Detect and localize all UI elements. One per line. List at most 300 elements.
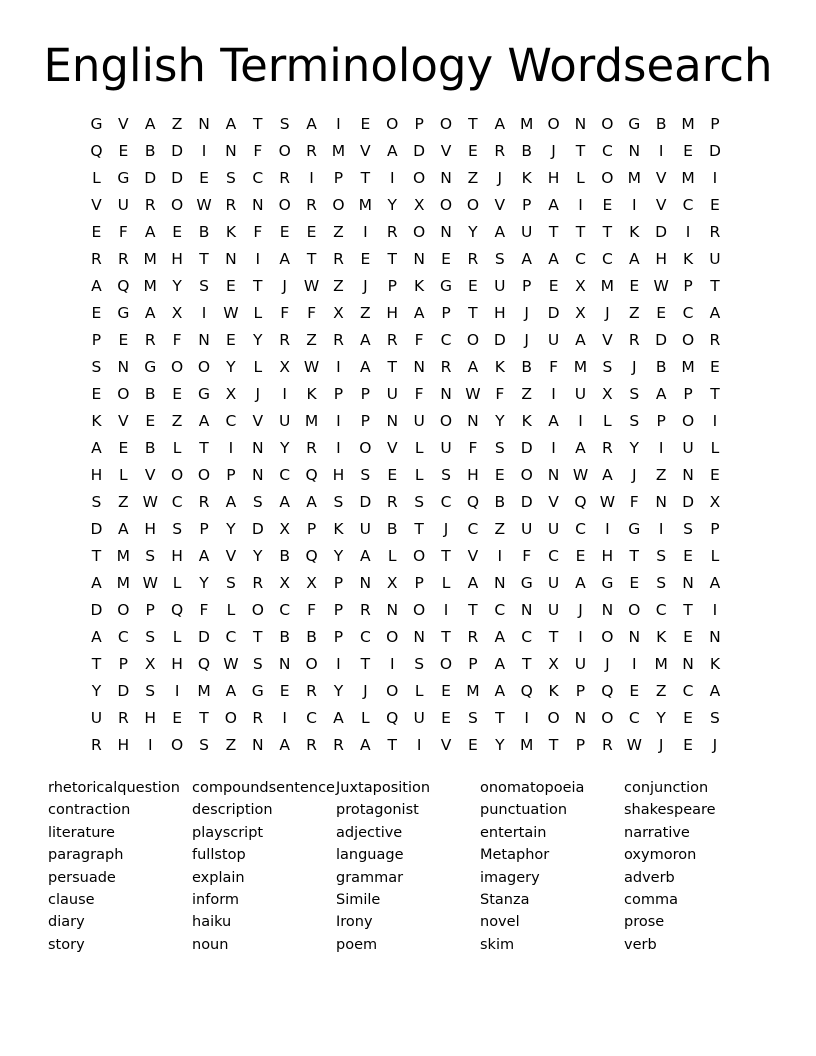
grid-letter: K bbox=[414, 277, 425, 295]
grid-letter: N bbox=[547, 466, 560, 484]
grid-letter: L bbox=[92, 169, 101, 187]
grid-letter: H bbox=[386, 304, 399, 322]
grid-letter: C bbox=[279, 601, 291, 619]
grid-letter: B bbox=[144, 439, 156, 457]
grid-letter: U bbox=[413, 412, 425, 430]
grid-row bbox=[83, 570, 733, 597]
grid-letter: D bbox=[413, 142, 426, 160]
grid-row bbox=[83, 435, 733, 462]
grid-letter: N bbox=[440, 223, 452, 241]
grid-letter: P bbox=[387, 277, 397, 295]
grid-letter: W bbox=[572, 466, 589, 484]
grid-letter: U bbox=[574, 385, 587, 403]
grid-letter: N bbox=[386, 412, 399, 430]
grid-letter: E bbox=[710, 196, 720, 214]
grid-letter: Y bbox=[199, 574, 209, 592]
grid-letter: C bbox=[117, 628, 129, 646]
grid-letter: C bbox=[306, 709, 317, 727]
grid-letter: E bbox=[441, 709, 451, 727]
grid-letter: O bbox=[601, 115, 614, 133]
grid-letter: T bbox=[253, 115, 263, 133]
grid-letter: E bbox=[172, 709, 183, 727]
grid-letter: B bbox=[144, 142, 156, 160]
grid-letter: I bbox=[282, 709, 287, 727]
grid-letter: P bbox=[683, 385, 693, 403]
grid-letter: K bbox=[656, 628, 667, 646]
word-item: comma bbox=[624, 891, 678, 908]
grid-row bbox=[83, 354, 733, 381]
grid-letter: M bbox=[331, 142, 346, 160]
grid-letter: R bbox=[306, 142, 317, 160]
grid-letter: N bbox=[413, 358, 425, 376]
grid-letter: A bbox=[198, 547, 210, 565]
word-item: novel bbox=[480, 914, 520, 931]
grid-letter: A bbox=[709, 304, 721, 322]
grid-letter: U bbox=[547, 331, 560, 349]
grid-row bbox=[83, 678, 733, 705]
grid-letter: A bbox=[386, 142, 398, 160]
grid-letter: X bbox=[333, 304, 344, 322]
grid-letter: X bbox=[548, 655, 559, 673]
grid-letter: B bbox=[521, 142, 533, 160]
grid-letter: E bbox=[91, 223, 102, 241]
grid-letter: S bbox=[494, 439, 505, 457]
grid-letter: N bbox=[359, 574, 372, 592]
grid-letter: E bbox=[468, 142, 478, 160]
grid-letter: T bbox=[441, 547, 451, 565]
grid-letter: S bbox=[225, 169, 236, 187]
grid-letter: V bbox=[252, 412, 264, 430]
grid-letter: E bbox=[226, 277, 236, 295]
word-item: fullstop bbox=[192, 847, 246, 864]
word-item: compoundsentence bbox=[192, 780, 335, 796]
grid-row bbox=[83, 165, 733, 192]
grid-letter: F bbox=[522, 547, 532, 565]
grid-letter: A bbox=[144, 223, 156, 241]
grid-letter: C bbox=[171, 493, 183, 511]
grid-letter: O bbox=[305, 655, 318, 673]
grid-letter: N bbox=[682, 574, 694, 592]
grid-letter: I bbox=[336, 115, 341, 133]
grid-letter: K bbox=[709, 655, 721, 673]
grid-letter: I bbox=[497, 547, 503, 565]
grid-letter: T bbox=[468, 304, 478, 322]
grid-letter: L bbox=[576, 169, 585, 187]
grid-row bbox=[83, 705, 733, 732]
grid-letter: I bbox=[416, 736, 422, 754]
grid-letter: I bbox=[336, 358, 341, 376]
word-item: story bbox=[48, 936, 85, 953]
grid-letter: O bbox=[171, 466, 184, 484]
grid-letter: E bbox=[683, 547, 693, 565]
grid-letter: S bbox=[172, 520, 183, 538]
grid-letter: I bbox=[524, 709, 529, 727]
grid-letter: A bbox=[225, 682, 237, 700]
grid-letter: R bbox=[467, 250, 479, 268]
grid-letter: T bbox=[360, 169, 371, 187]
grid-letter: I bbox=[443, 601, 449, 619]
grid-letter: I bbox=[363, 223, 368, 241]
grid-letter: A bbox=[360, 547, 371, 565]
grid-letter: M bbox=[520, 736, 534, 754]
grid-letter: W bbox=[653, 277, 669, 295]
grid-letter: W bbox=[599, 493, 616, 511]
grid-letter: C bbox=[575, 250, 586, 268]
grid-letter: Y bbox=[253, 547, 263, 565]
word-item: description bbox=[192, 802, 273, 819]
grid-letter: V bbox=[118, 115, 129, 133]
grid-letter: O bbox=[413, 547, 426, 565]
grid-letter: M bbox=[681, 115, 695, 133]
grid-letter: F bbox=[280, 304, 290, 322]
grid-letter: M bbox=[116, 574, 131, 592]
grid-letter: C bbox=[494, 601, 506, 619]
word-item: Stanza bbox=[480, 891, 530, 908]
grid-letter: S bbox=[91, 358, 102, 376]
grid-letter: O bbox=[386, 628, 399, 646]
grid-letter: Z bbox=[360, 304, 371, 322]
grid-letter: E bbox=[575, 547, 586, 565]
grid-letter: S bbox=[199, 736, 209, 754]
grid-row bbox=[83, 732, 733, 759]
grid-letter: I bbox=[174, 682, 180, 700]
grid-letter: X bbox=[279, 358, 290, 376]
grid-letter: Y bbox=[495, 736, 505, 754]
word-item: explain bbox=[192, 869, 245, 886]
letter-grid bbox=[83, 111, 733, 759]
grid-letter: I bbox=[685, 223, 691, 241]
grid-letter: A bbox=[548, 250, 559, 268]
grid-letter: H bbox=[467, 466, 479, 484]
grid-letter: U bbox=[547, 601, 560, 619]
grid-letter: A bbox=[279, 250, 290, 268]
grid-letter: S bbox=[252, 493, 263, 511]
grid-letter: G bbox=[198, 385, 211, 403]
grid-letter: R bbox=[91, 250, 102, 268]
grid-letter: P bbox=[333, 385, 344, 403]
grid-letter: A bbox=[575, 331, 586, 349]
grid-letter: G bbox=[440, 277, 453, 295]
grid-letter: D bbox=[90, 601, 103, 619]
grid-letter: G bbox=[144, 358, 157, 376]
grid-letter: C bbox=[601, 142, 613, 160]
grid-letter: T bbox=[548, 736, 559, 754]
grid-letter: T bbox=[575, 142, 586, 160]
grid-letter: C bbox=[359, 628, 371, 646]
grid-letter: I bbox=[631, 196, 637, 214]
word-item: literature bbox=[48, 824, 115, 841]
grid-row bbox=[83, 246, 733, 273]
grid-letter: U bbox=[574, 655, 587, 673]
grid-letter: M bbox=[116, 547, 131, 565]
grid-letter: E bbox=[602, 196, 613, 214]
grid-letter: O bbox=[439, 196, 453, 214]
grid-letter: E bbox=[118, 142, 129, 160]
grid-letter: D bbox=[682, 493, 694, 511]
grid-letter: U bbox=[413, 709, 425, 727]
grid-letter: P bbox=[656, 412, 666, 430]
grid-letter: I bbox=[389, 655, 395, 673]
grid-letter: I bbox=[551, 385, 556, 403]
grid-letter: C bbox=[682, 196, 694, 214]
grid-row bbox=[83, 543, 733, 570]
grid-letter: A bbox=[494, 682, 506, 700]
word-item: inform bbox=[192, 891, 240, 908]
grid-letter: S bbox=[145, 628, 156, 646]
grid-letter: A bbox=[494, 628, 506, 646]
grid-letter: W bbox=[196, 196, 212, 214]
grid-letter: E bbox=[226, 331, 236, 349]
grid-letter: P bbox=[710, 520, 720, 538]
grid-letter: E bbox=[199, 169, 209, 187]
grid-letter: C bbox=[467, 520, 479, 538]
grid-letter: A bbox=[548, 196, 559, 214]
grid-letter: O bbox=[520, 466, 533, 484]
grid-letter: E bbox=[683, 709, 693, 727]
grid-letter: C bbox=[575, 520, 586, 538]
grid-letter: D bbox=[655, 331, 668, 349]
grid-letter: R bbox=[117, 709, 129, 727]
grid-letter: N bbox=[251, 466, 264, 484]
grid-letter: R bbox=[91, 736, 102, 754]
grid-letter: W bbox=[303, 358, 320, 376]
grid-letter: O bbox=[601, 628, 614, 646]
grid-letter: J bbox=[524, 331, 529, 349]
grid-letter: H bbox=[547, 169, 560, 187]
grid-letter: N bbox=[709, 628, 721, 646]
grid-letter: S bbox=[629, 385, 640, 403]
grid-letter: F bbox=[629, 493, 639, 511]
word-item: skim bbox=[480, 936, 515, 953]
grid-letter: H bbox=[171, 250, 183, 268]
grid-row bbox=[83, 111, 733, 138]
grid-letter: T bbox=[575, 223, 586, 241]
grid-letter: U bbox=[547, 574, 560, 592]
word-item: imagery bbox=[480, 869, 540, 886]
grid-letter: E bbox=[629, 277, 640, 295]
grid-row bbox=[83, 624, 733, 651]
grid-letter: H bbox=[493, 304, 506, 322]
grid-letter: T bbox=[414, 520, 424, 538]
grid-letter: P bbox=[360, 412, 371, 430]
grid-letter: P bbox=[522, 196, 532, 214]
grid-letter: Y bbox=[387, 196, 397, 214]
grid-letter: Z bbox=[171, 115, 183, 133]
grid-letter: S bbox=[145, 547, 156, 565]
grid-letter: D bbox=[708, 142, 721, 160]
grid-letter: J bbox=[605, 655, 610, 673]
grid-letter: G bbox=[628, 520, 641, 538]
word-item: narrative bbox=[624, 824, 690, 841]
grid-letter: R bbox=[359, 601, 371, 619]
grid-letter: T bbox=[387, 358, 397, 376]
grid-letter: W bbox=[626, 736, 642, 754]
grid-letter: K bbox=[682, 250, 694, 268]
grid-letter: N bbox=[467, 412, 479, 430]
word-item: conjunction bbox=[624, 780, 709, 796]
grid-letter: K bbox=[494, 358, 505, 376]
grid-letter: T bbox=[387, 250, 397, 268]
grid-letter: M bbox=[143, 277, 157, 295]
grid-letter: J bbox=[255, 385, 261, 403]
grid-letter: N bbox=[198, 331, 210, 349]
grid-letter: T bbox=[199, 439, 209, 457]
grid-letter: T bbox=[710, 277, 720, 295]
grid-letter: C bbox=[548, 547, 559, 565]
grid-letter: X bbox=[144, 655, 156, 673]
grid-row bbox=[83, 381, 733, 408]
grid-letter: O bbox=[386, 682, 399, 700]
grid-letter: K bbox=[521, 412, 532, 430]
grid-letter: J bbox=[524, 304, 529, 322]
grid-letter: D bbox=[251, 520, 264, 538]
grid-letter: D bbox=[520, 439, 533, 457]
grid-letter: M bbox=[466, 682, 480, 700]
grid-letter: S bbox=[279, 115, 290, 133]
grid-letter: O bbox=[413, 169, 426, 187]
grid-letter: T bbox=[91, 547, 102, 565]
grid-letter: S bbox=[656, 547, 667, 565]
grid-letter: E bbox=[360, 250, 371, 268]
grid-letter: X bbox=[225, 385, 237, 403]
grid-letter: E bbox=[710, 466, 720, 484]
grid-letter: A bbox=[225, 493, 237, 511]
grid-letter: R bbox=[198, 493, 210, 511]
grid-letter: U bbox=[279, 412, 291, 430]
word-item: poem bbox=[336, 936, 378, 953]
grid-letter: C bbox=[440, 493, 452, 511]
grid-letter: O bbox=[681, 412, 695, 430]
grid-letter: I bbox=[712, 601, 718, 619]
grid-letter: L bbox=[172, 574, 182, 592]
grid-letter: Y bbox=[172, 277, 182, 295]
grid-letter: X bbox=[171, 304, 183, 322]
word-item: playscript bbox=[192, 824, 264, 841]
grid-letter: A bbox=[360, 358, 371, 376]
grid-letter: Q bbox=[305, 466, 318, 484]
grid-letter: N bbox=[440, 169, 452, 187]
grid-letter: P bbox=[145, 601, 155, 619]
grid-letter: D bbox=[359, 493, 372, 511]
grid-letter: R bbox=[628, 331, 640, 349]
grid-letter: T bbox=[199, 250, 209, 268]
word-column bbox=[336, 777, 480, 956]
grid-row bbox=[83, 489, 733, 516]
grid-letter: R bbox=[386, 493, 398, 511]
grid-letter: A bbox=[279, 493, 290, 511]
grid-letter: N bbox=[413, 628, 425, 646]
grid-letter: A bbox=[709, 682, 721, 700]
grid-letter: T bbox=[683, 601, 693, 619]
grid-letter: I bbox=[201, 304, 207, 322]
grid-letter: H bbox=[117, 736, 130, 754]
grid-letter: E bbox=[468, 736, 478, 754]
grid-letter: F bbox=[414, 331, 424, 349]
grid-letter: O bbox=[466, 196, 480, 214]
grid-letter: A bbox=[575, 439, 586, 457]
grid-letter: M bbox=[573, 358, 588, 376]
grid-letter: R bbox=[709, 331, 721, 349]
grid-letter: U bbox=[117, 196, 130, 214]
grid-letter: R bbox=[333, 736, 344, 754]
grid-letter: J bbox=[497, 169, 503, 187]
grid-letter: L bbox=[414, 466, 424, 484]
grid-letter: T bbox=[468, 115, 478, 133]
grid-letter: T bbox=[548, 628, 559, 646]
grid-letter: L bbox=[253, 358, 263, 376]
grid-letter: E bbox=[91, 304, 102, 322]
grid-letter: H bbox=[144, 520, 157, 538]
grid-letter: P bbox=[118, 655, 129, 673]
grid-letter: C bbox=[521, 628, 533, 646]
grid-letter: X bbox=[279, 574, 290, 592]
grid-letter: S bbox=[441, 466, 451, 484]
grid-letter: X bbox=[279, 520, 290, 538]
grid-letter: D bbox=[171, 142, 184, 160]
grid-letter: P bbox=[306, 520, 317, 538]
word-item: clause bbox=[48, 891, 95, 908]
grid-letter: G bbox=[117, 304, 130, 322]
grid-letter: Q bbox=[117, 277, 130, 295]
grid-letter: V bbox=[360, 142, 371, 160]
word-column bbox=[624, 777, 768, 956]
grid-letter: A bbox=[467, 358, 479, 376]
grid-letter: L bbox=[441, 574, 451, 592]
grid-letter: I bbox=[658, 439, 664, 457]
grid-letter: F bbox=[118, 223, 128, 241]
grid-letter: R bbox=[494, 142, 506, 160]
grid-letter: R bbox=[306, 439, 317, 457]
grid-letter: F bbox=[172, 331, 182, 349]
grid-letter: B bbox=[494, 493, 506, 511]
grid-letter: I bbox=[631, 655, 637, 673]
grid-letter: T bbox=[495, 709, 505, 727]
grid-letter: C bbox=[225, 412, 237, 430]
grid-letter: F bbox=[468, 439, 478, 457]
grid-letter: R bbox=[144, 331, 156, 349]
grid-letter: E bbox=[468, 277, 478, 295]
grid-letter: Z bbox=[225, 736, 237, 754]
grid-letter: O bbox=[278, 142, 291, 160]
grid-letter: N bbox=[628, 628, 641, 646]
grid-letter: V bbox=[467, 547, 479, 565]
grid-letter: J bbox=[282, 277, 287, 295]
word-item: Metaphor bbox=[480, 847, 550, 864]
grid-letter: B bbox=[279, 628, 290, 646]
grid-letter: Z bbox=[655, 466, 667, 484]
grid-letter: I bbox=[336, 655, 341, 673]
grid-row bbox=[83, 651, 733, 678]
grid-letter: I bbox=[255, 250, 261, 268]
grid-letter: F bbox=[307, 304, 317, 322]
word-item: entertain bbox=[480, 824, 547, 841]
grid-letter: R bbox=[333, 250, 344, 268]
word-item: onomatopoeia bbox=[480, 780, 585, 796]
grid-letter: H bbox=[171, 655, 183, 673]
grid-letter: Y bbox=[468, 223, 478, 241]
word-item: adjective bbox=[336, 824, 403, 841]
grid-letter: I bbox=[578, 628, 583, 646]
grid-letter: W bbox=[465, 385, 481, 403]
grid-letter: C bbox=[682, 682, 694, 700]
grid-letter: U bbox=[386, 385, 398, 403]
grid-letter: W bbox=[142, 493, 158, 511]
grid-letter: H bbox=[655, 250, 667, 268]
grid-letter: N bbox=[225, 250, 237, 268]
grid-letter: A bbox=[360, 331, 371, 349]
grid-row bbox=[83, 192, 733, 219]
grid-letter: Q bbox=[520, 682, 533, 700]
